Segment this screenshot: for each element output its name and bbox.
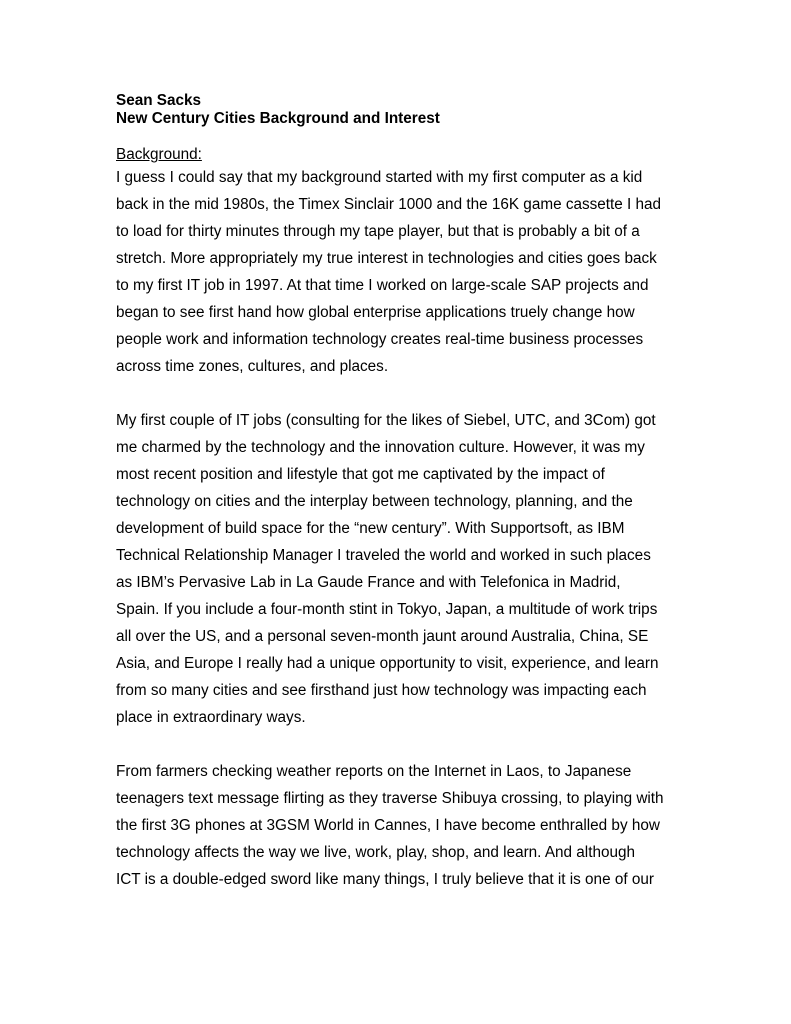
paragraph-line: began to see first hand how global enterprise applications truely change how (116, 304, 635, 321)
paragraph-spacer (116, 731, 676, 758)
paragraph-line: development of build space for the “new century”. With Supportsoft, as IBM (116, 520, 625, 537)
paragraph-line: to load for thirty minutes through my tape player, but that is probably a bit of a (116, 223, 640, 240)
paragraph-line: as IBM’s Pervasive Lab in La Gaude France and with Telefonica in Madrid, (116, 574, 621, 591)
paragraph-line: across time zones, cultures, and places. (116, 358, 389, 375)
paragraph-line: back in the mid 1980s, the Timex Sinclair 1000 and the 16K game cassette I had (116, 196, 662, 213)
paragraph-line: most recent position and lifestyle that got me captivated by the impact of (116, 466, 605, 483)
paragraph-line: the first 3G phones at 3GSM World in Cannes, I have become enthralled by how (116, 817, 660, 834)
paragraph-line: Asia, and Europe I really had a unique opportunity to visit, experience, and learn (116, 655, 659, 672)
document-title: New Century Cities Background and Interest (116, 110, 440, 127)
paragraph-line: ICT is a double-edged sword like many things, I truly believe that it is one of our (116, 871, 654, 888)
paragraph-line: place in extraordinary ways. (116, 709, 306, 726)
paragraph-line: From farmers checking weather reports on the Internet in Laos, to Japanese (116, 763, 632, 780)
author-name: Sean Sacks (116, 92, 202, 109)
paragraph-line: me charmed by the technology and the innovation culture. However, it was my (116, 439, 645, 456)
paragraph-line: to my first IT job in 1997. At that time I worked on large-scale SAP projects and (116, 277, 649, 294)
paragraph-line: from so many cities and see firsthand just how technology was impacting each (116, 682, 647, 699)
paragraph-spacer (116, 380, 676, 407)
document-body (116, 92, 676, 893)
paragraph-line: stretch. More appropriately my true interest in technologies and cities goes back (116, 250, 657, 267)
section-heading: Background: (116, 146, 202, 163)
paragraph-line: teenagers text message flirting as they traverse Shibuya crossing, to playing with (116, 790, 664, 807)
paragraph-1 (116, 164, 676, 380)
paragraph-2 (116, 407, 676, 731)
paragraph-line: technology on cities and the interplay between technology, planning, and the (116, 493, 633, 510)
paragraph-line: Spain. If you include a four-month stint in Tokyo, Japan, a multitude of work trips (116, 601, 658, 618)
paragraph-3 (116, 758, 676, 893)
paragraph-line: My first couple of IT jobs (consulting for the likes of Siebel, UTC, and 3Com) got (116, 412, 656, 429)
paragraph-line: Technical Relationship Manager I traveled the world and worked in such places (116, 547, 651, 564)
paragraph-line: all over the US, and a personal seven-month jaunt around Australia, China, SE (116, 628, 649, 645)
paragraph-line: people work and information technology creates real-time business processes (116, 331, 644, 348)
paragraph-line: technology affects the way we live, work, play, shop, and learn. And although (116, 844, 635, 861)
paragraph-line: I guess I could say that my background started with my first computer as a kid (116, 169, 643, 186)
